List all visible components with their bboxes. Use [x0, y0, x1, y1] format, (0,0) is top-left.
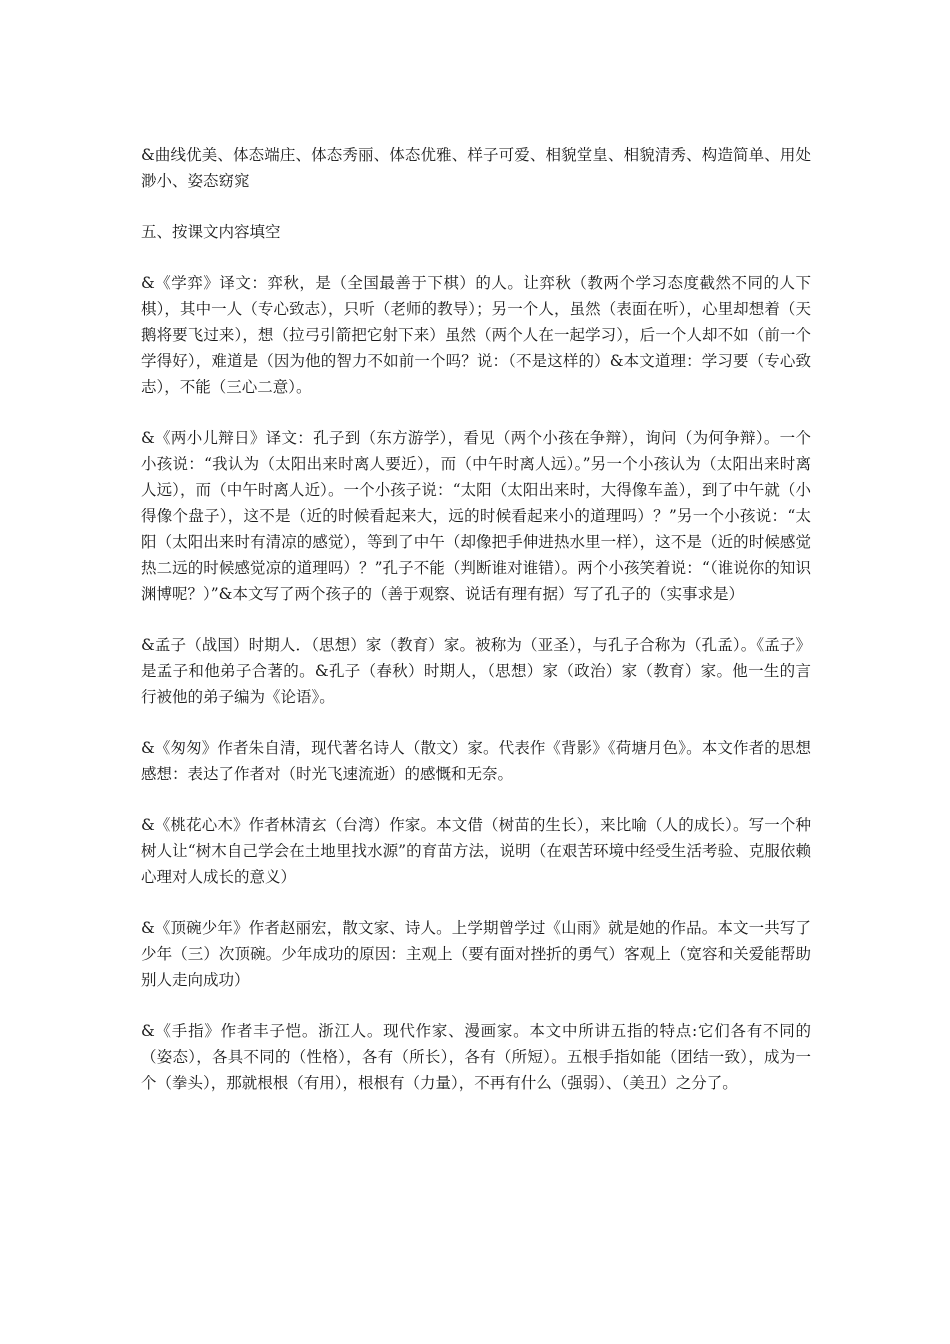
- paragraph-adjectives: &曲线优美、体态端庄、体态秀丽、体态优雅、样子可爱、相貌堂皇、相貌清秀、构造简单、用处渺小、姿态窈窕: [141, 146, 811, 190]
- paragraph-taohuaxinmu: &《桃花心木》作者林清玄（台湾）作家。本文借（树苗的生长），来比喻（人的成长）。写一个种树人让“树木自己学会在土地里找水源”的育苗方法，说明（在艰苦环境中经受生活考验、克服依赖心理对人成长的意义）: [141, 816, 811, 886]
- paragraph-dingwan-shaonian: &《顶碗少年》作者赵丽宏，散文家、诗人。上学期曾学过《山雨》就是她的作品。本文一共写了少年（三）次顶碗。少年成功的原因：主观上（要有面对挫折的勇气）客观上（宽容和关爱能帮助别人走向成功）: [141, 919, 811, 989]
- paragraph-liangxiaoer-bianri: &《两小儿辩日》译文：孔子到（东方游学），看见（两个小孩在争辩），询问（为何争辩）。一个小孩说：“我认为（太阳出来时离人要近），而（中午时离人远）。”另一个小孩认为（太阳出来时离人远），而（中午时离人近）。一个小孩子说：“太阳（太阳出来时，大得像车盖），到了中午就（小得像个盘子），这不是（近的时候看起来大，远的时候看起来小的道理吗）？”另一个小孩说：“太阳（太阳出来时有清凉的感觉），等到了中午（却像把手伸进热水里一样），这不是（近的时候感觉热二远的时候感觉凉的道理吗）？”孔子不能（判断谁对谁错）。两个小孩笑着说：“（谁说你的知识渊博呢？）”&本文写了两个孩子的（善于观察、说话有理有据）写了孔子的（实事求是）: [141, 429, 811, 603]
- document-page: [141, 142, 811, 1121]
- paragraph-shouzhi: &《手指》作者丰子恺。浙江人。现代作家、漫画家。本文中所讲五指的特点:它们各有不同的（姿态），各具不同的（性格），各有（所长），各有（所短）。五根手指如能（团结一致），成为一个（拳头），那就根根（有用），根根有（力量），不再有什么（强弱）、（美丑）之分了。: [141, 1022, 811, 1092]
- paragraph-congcong: &《匆匆》作者朱自清，现代著名诗人（散文）家。代表作《背影》《荷塘月色》。本文作者的思想感想：表达了作者对（时光飞速流逝）的感慨和无奈。: [141, 739, 811, 783]
- paragraph-xueyi: &《学弈》译文：弈秋，是（全国最善于下棋）的人。让弈秋（教两个学习态度截然不同的人下棋），其中一人（专心致志），只听（老师的教导）；另一个人，虽然（表面在听），心里却想着（天鹅将要飞过来），想（拉弓引箭把它射下来）虽然（两个人在一起学习），后一个人却不如（前一个学得好），难道是（因为他的智力不如前一个吗？说：（不是这样的）&本文道理：学习要（专心致志），不能（三心二意）。: [141, 274, 811, 396]
- section-heading-fill-in: 五、按课文内容填空: [141, 223, 281, 241]
- paragraph-mengzi-kongzi: &孟子（战国）时期人．（思想）家（教育）家。被称为（亚圣），与孔子合称为（孔孟）。《孟子》是孟子和他弟子合著的。&孔子（春秋）时期人，（思想）家（政治）家（教育）家。他一生的言行被他的弟子编为《论语》。: [141, 636, 811, 706]
